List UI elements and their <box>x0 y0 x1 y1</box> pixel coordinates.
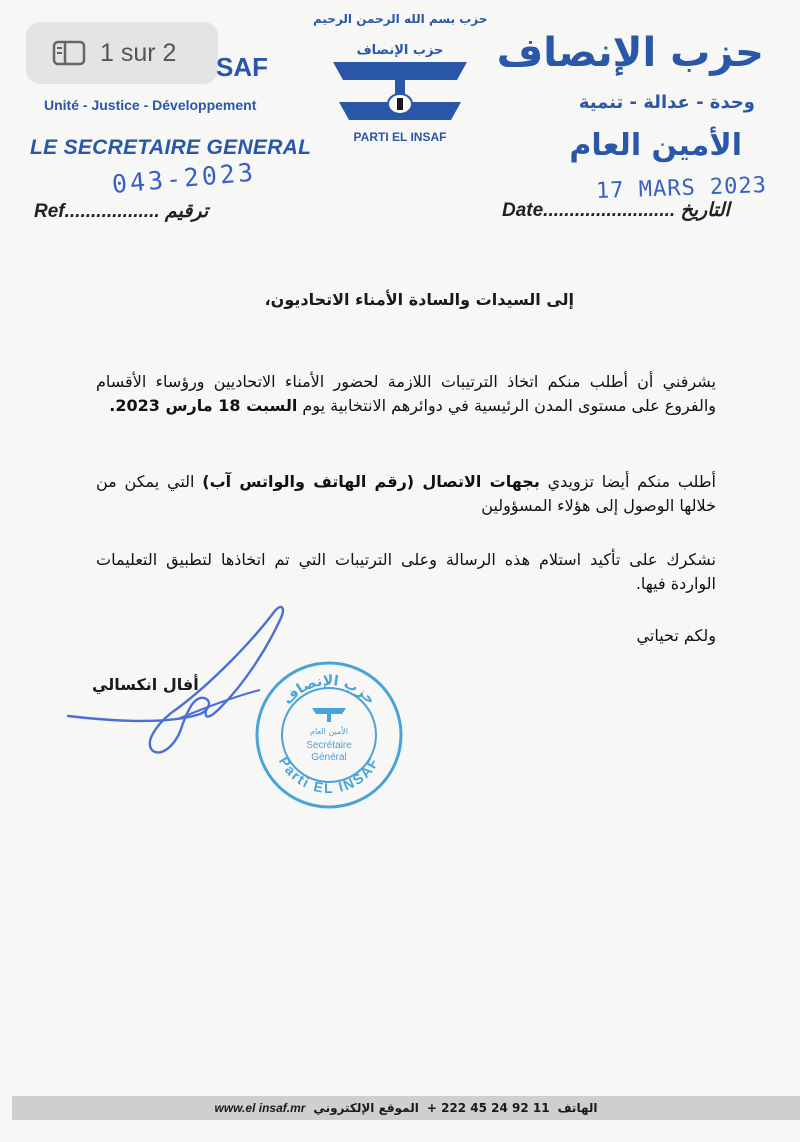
paragraph-1-date: السبت 18 مارس 2023 <box>115 396 298 415</box>
svg-text:حزب الإنصاف <box>280 673 379 708</box>
footer-phone-label: الهاتف <box>557 1101 598 1115</box>
party-logo-icon <box>325 32 475 150</box>
footer-website: www.el insaf.mr <box>214 1101 306 1115</box>
date-label: Date......................... التاريخ <box>502 200 730 221</box>
stamp-bottom-text: Parti EL INSAF <box>275 753 383 797</box>
stamp-top-text: حزب الإنصاف <box>279 672 379 708</box>
footer-phone: + 222 45 24 92 11 <box>426 1101 550 1115</box>
paragraph-3: نشكرك على تأكيد استلام هذه الرسالة وعلى الترتيبات التي تم اتخاذها لتطبيق التعليمات الواردة فيها. <box>96 550 716 593</box>
salutation: إلى السيدات والسادة الأمناء الاتحاديون، <box>264 290 574 309</box>
ar-motto: وحدة - عدالة - تنمية <box>578 92 755 113</box>
page-indicator-label: 1 sur 2 <box>100 38 177 67</box>
fr-motto: Unité - Justice - Développement <box>44 97 257 113</box>
footer-bar <box>12 1096 800 1120</box>
paragraph-2-text-a: أطلب منكم أيضا تزويدي <box>539 472 717 491</box>
paragraph-2-text-b: التي يمكن من خلالها الوصول إلى هؤلاء المسؤولين <box>96 472 716 515</box>
signer-name: أفال انكسالي <box>92 675 199 694</box>
paragraph-1 <box>96 370 716 418</box>
paragraph-2-contacts: بجهات الاتصال (رقم الهاتف والواتس آب) <box>202 472 540 491</box>
logo-ar-text: حزب الإنصاف <box>356 43 444 58</box>
official-stamp-icon <box>252 658 406 812</box>
stamp-inner-ar: الأمين العام <box>309 727 349 736</box>
sidebar-toggle-icon[interactable] <box>52 40 86 66</box>
fr-party-name: SAF <box>216 52 268 82</box>
fr-title: LE SECRETAIRE GENERAL <box>30 136 312 159</box>
paragraph-1-text: يشرفني أن أطلب منكم اتخاذ الترتيبات اللازمة لحضور الأمناء الاتحاديين ورؤساء الأقسام والفروع على مستوى المدن الرئيسية في دوائرهم الانتخابية يوم <box>96 372 716 415</box>
logo-fr-text: PARTI EL INSAF <box>353 130 447 144</box>
date-value: 17 MARS 2023 <box>595 173 768 204</box>
ref-label: Ref.................. ترقيم <box>34 201 209 222</box>
stamp-inner-fr1: Secrétaire <box>306 740 352 751</box>
ar-title: الأمين العام <box>569 128 742 163</box>
basmala: حزب بسم الله الرحمن الرحيم <box>313 12 488 26</box>
paragraph-2 <box>96 470 716 518</box>
ar-party-name: حزب الإنصاف <box>496 30 764 76</box>
footer-site-label: الموقع الإلكتروني <box>313 1101 419 1115</box>
ref-number: 043-2023 <box>110 157 258 199</box>
paragraph-1-end: . <box>109 396 116 415</box>
page-indicator[interactable] <box>26 22 218 84</box>
closing: ولكم تحياتي <box>636 626 716 645</box>
stamp-inner-fr2: Général <box>311 752 347 763</box>
bleed-through-mark <box>90 296 98 330</box>
